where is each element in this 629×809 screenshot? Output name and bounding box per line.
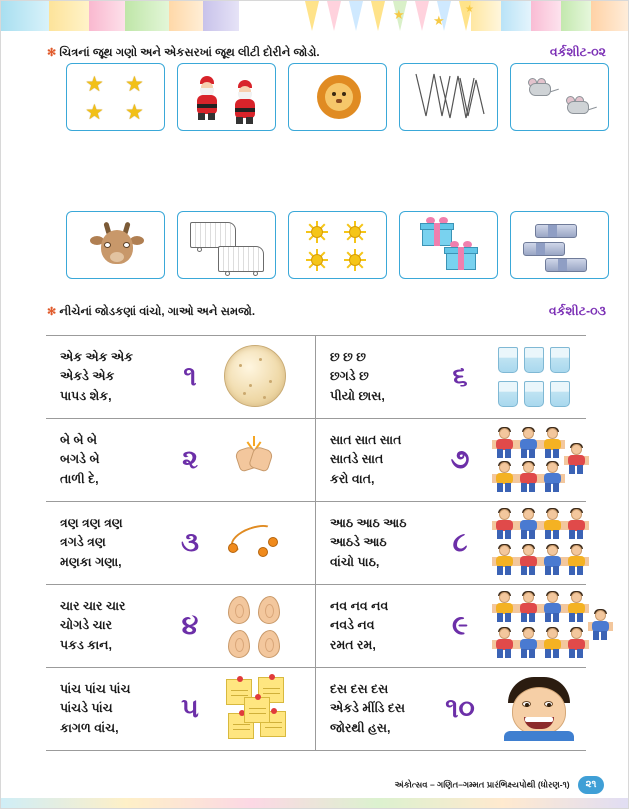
glasses-icon (484, 339, 586, 415)
worksheet-02-tag: વર્કશીટ-૦૨ (549, 45, 606, 59)
rhyme-cell-6 (316, 336, 586, 418)
zigzag-lines-icon (400, 64, 498, 131)
numeral: ૨ (182, 444, 198, 474)
sun-icon (307, 222, 327, 242)
rhyme-text: ત્રણ ત્રણ ત્રણ ત્રગડે ત્રણ મણકા ગણા, (60, 515, 123, 569)
star-icon: ★ (433, 13, 445, 28)
rhyme-text: પાંચ પાંચ પાંચ પાંચડે પાંચ કાગળ વાંચ, (60, 681, 131, 735)
rhyme-text: બે બે બે બગડે બે તાળી દે, (60, 432, 100, 486)
laughing-boy-icon (484, 671, 586, 747)
table-row (46, 336, 586, 419)
clapping-hands-icon (214, 422, 315, 498)
beads-icon (214, 505, 315, 581)
mouse-icon (563, 96, 593, 118)
star-icon: ★ (393, 7, 405, 22)
bullet-icon: ✻ (47, 47, 57, 59)
table-row (46, 502, 586, 585)
numeral: ૪ (181, 610, 199, 640)
santa-icon (232, 80, 258, 124)
rhyme-cell-3 (46, 502, 316, 584)
rhyme-text: નવ નવ નવ નવડે નવ રમત રમ, (330, 598, 389, 652)
card-suns-group[interactable] (288, 211, 387, 279)
numeral: ૧૦ (445, 693, 475, 723)
eraser-icon (545, 258, 587, 272)
card-cart-group[interactable] (177, 211, 276, 279)
papad-icon (214, 339, 315, 415)
worksheet-02-row-1 (66, 63, 609, 131)
decorative-bottom-band (1, 798, 628, 808)
rhyme-cell-7 (316, 419, 586, 501)
worksheet-02-row-2 (66, 211, 609, 279)
worksheet-02-header (47, 45, 606, 60)
children-icon (484, 588, 586, 664)
rhyme-cell-10 (316, 668, 586, 750)
instruction-text: ચિત્રનાં જૂથ ગણો અને એકસરખાં જૂથ લીટી દોરીને જોડો. (59, 47, 320, 59)
worksheet-02-instruction (47, 46, 320, 60)
rhyme-cell-4 (46, 585, 316, 667)
numeral: ૮ (452, 527, 468, 557)
numeral: ૭ (450, 444, 470, 474)
worksheet-03-instruction (47, 305, 255, 319)
card-erasers-group[interactable] (510, 211, 609, 279)
notes-icon (214, 671, 315, 747)
instruction-text: નીચેનાં જોડકણાં વાંચો, ગાઓ અને સમજો. (59, 306, 256, 318)
page-footer (1, 776, 628, 794)
rhyme-cell-9 (316, 585, 586, 667)
rhyme-cell-1 (46, 336, 316, 418)
rhyme-text: એક એક એક એકડે એક પાપડ શેક, (60, 349, 133, 403)
sun-icon (345, 222, 365, 242)
card-mice-group[interactable] (510, 63, 609, 131)
card-goat-group[interactable] (66, 211, 165, 279)
worksheet-03-tag: વર્કશીટ-૦૩ (548, 304, 606, 318)
bullet-icon: ✻ (47, 306, 57, 318)
numeral: ૧ (183, 361, 197, 391)
page-number-badge: ૨૧ (578, 776, 604, 794)
table-row (46, 668, 586, 751)
star-icon: ★ (465, 4, 474, 15)
gift-icon (422, 220, 452, 246)
rhyme-text: આઠ આઠ આઠ આઠડે આઠ વાંચો પાઠ, (330, 515, 407, 569)
footer-text: અંકોત્સવ – ગણિત–ગમ્મત પ્રારંભિક્ષ્યપોથી (ધોરણ-૧) (394, 779, 570, 790)
lion-icon (317, 75, 361, 119)
cart-icon (190, 222, 236, 248)
gift-icon (446, 244, 476, 270)
card-lion-group[interactable] (288, 63, 387, 131)
eraser-icon (523, 242, 565, 256)
decorative-top-band (1, 1, 628, 31)
mouse-icon (525, 78, 555, 100)
card-zigzag-group[interactable] (399, 63, 498, 131)
goat-icon (89, 222, 145, 270)
sun-icon (307, 250, 327, 270)
worksheet-03-header (47, 304, 606, 319)
numeral: ૩ (181, 527, 199, 557)
card-santa-group[interactable] (177, 63, 276, 131)
children-icon (484, 422, 586, 498)
ears-icon (214, 588, 315, 664)
table-row (46, 585, 586, 668)
card-stars-group[interactable]: ★ ★ ★ ★ (66, 63, 165, 131)
eraser-icon (535, 224, 577, 238)
rhyme-text: સાત સાત સાત સાતડે સાત કરો વાત, (330, 432, 402, 486)
santa-icon (194, 76, 220, 120)
numeral: ૫ (181, 693, 199, 723)
rhyme-cell-2 (46, 419, 316, 501)
rhyme-text: ચાર ચાર ચાર ચોગડે ચાર પકડ કાન, (60, 598, 126, 652)
card-gifts-group[interactable] (399, 211, 498, 279)
rhyme-text: છ છ છ છગડે છ પીયો છાસ, (330, 349, 385, 403)
rhyme-cell-5 (46, 668, 316, 750)
rhyme-cell-8 (316, 502, 586, 584)
numeral: ૬ (452, 361, 468, 391)
rhyme-text: દસ દસ દસ એકડે મીંડિ દસ જોરથી હસ, (330, 681, 406, 735)
sun-icon (345, 250, 365, 270)
table-row (46, 419, 586, 502)
rhymes-table (46, 335, 586, 751)
children-icon (484, 505, 586, 581)
numeral: ૯ (452, 610, 468, 640)
cart-icon (218, 246, 264, 272)
